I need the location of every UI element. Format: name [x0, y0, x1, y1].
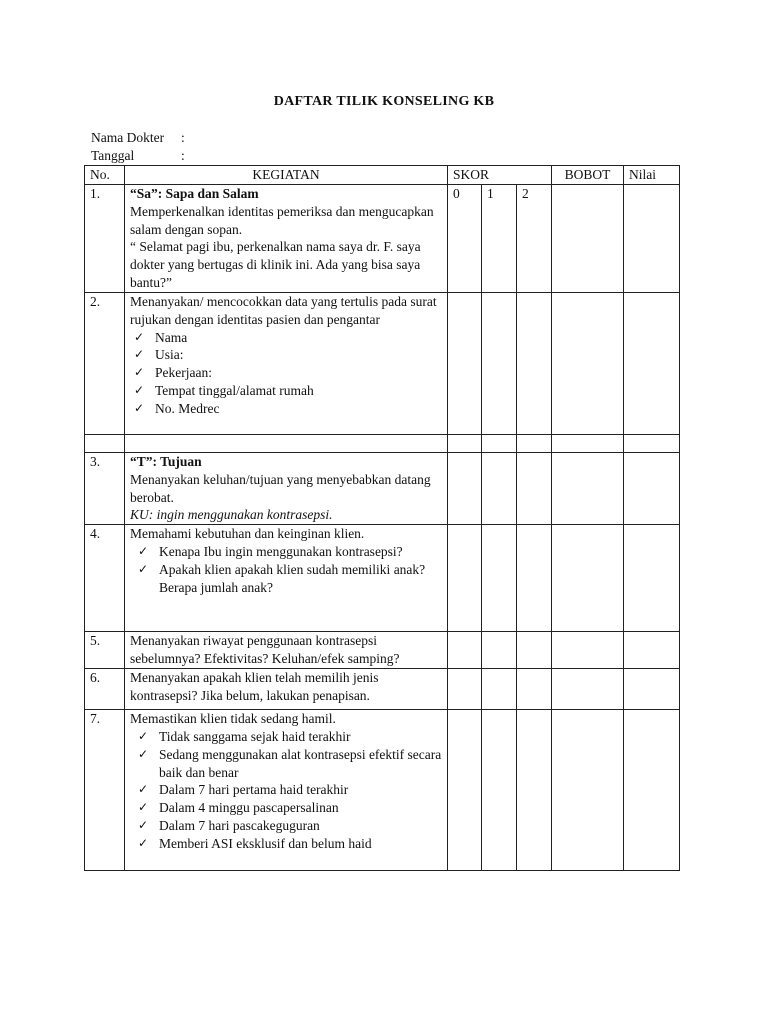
- row-quote: “ Selamat pagi ibu, perkenalkan nama saya dr. F. saya dokter yang bertugas di klinik ini. Ada yang bisa saya bantu?”: [130, 239, 421, 290]
- check-list: [130, 329, 442, 418]
- check-list-item: ✓ Apakah klien apakah klien sudah memiliki anak? Berapa jumlah anak?: [138, 561, 426, 595]
- check-list-item: ✓ Tidak sanggama sejak haid terakhir: [138, 728, 351, 744]
- score-0-cell[interactable]: [448, 293, 482, 435]
- check-list-item: ✓ Memberi ASI eksklusif dan belum haid: [138, 835, 372, 851]
- check-mark-icon: ✓: [138, 543, 149, 558]
- doctor-name-label: Nama Dokter: [91, 130, 165, 145]
- header-skor: SKOR: [448, 166, 552, 185]
- check-mark-icon: ✓: [134, 329, 145, 344]
- row-number: 6.: [85, 669, 125, 710]
- score-1-cell[interactable]: [482, 525, 517, 632]
- check-mark-icon: ✓: [134, 347, 145, 362]
- row-number: 5.: [85, 632, 125, 669]
- score-0-cell[interactable]: [448, 669, 482, 710]
- table-row: [85, 632, 680, 669]
- row-text: Memperkenalkan identitas pemeriksa dan mengucapkan salam dengan sopan.: [130, 203, 434, 237]
- check-mark-icon: ✓: [138, 835, 149, 850]
- row-activity: [125, 632, 448, 669]
- score-1-cell[interactable]: [482, 669, 517, 710]
- score-2-cell[interactable]: [517, 669, 552, 710]
- bobot-cell[interactable]: [552, 669, 624, 710]
- doctor-name-colon: :: [181, 130, 185, 145]
- score-0-cell[interactable]: [448, 710, 482, 871]
- check-list-item: ✓ Pekerjaan:: [134, 365, 212, 381]
- score-1-cell[interactable]: [482, 632, 517, 669]
- row-number: 7.: [85, 710, 125, 871]
- row-number: 2.: [85, 293, 125, 435]
- score-2-cell[interactable]: [517, 293, 552, 435]
- score-0-cell[interactable]: [448, 453, 482, 525]
- nilai-cell[interactable]: [624, 669, 680, 710]
- score-0-cell[interactable]: 0: [448, 185, 482, 293]
- check-list-item: ✓ No. Medrec: [134, 400, 220, 416]
- score-1-cell[interactable]: [482, 453, 517, 525]
- empty-row: [85, 435, 680, 453]
- nilai-cell[interactable]: [624, 293, 680, 435]
- table-row: [85, 669, 680, 710]
- row-text: Menanyakan/ mencocokkan data yang tertulis pada surat rujukan dengan identitas pasien dan pengantar: [130, 294, 437, 327]
- table-header-row: [85, 166, 680, 185]
- checklist-table: [84, 165, 680, 871]
- table-row: [85, 293, 680, 435]
- check-mark-icon: ✓: [138, 817, 149, 832]
- score-2-cell[interactable]: [517, 632, 552, 669]
- bobot-cell[interactable]: [552, 185, 624, 293]
- row-activity: [125, 453, 448, 525]
- row-number: 3.: [85, 453, 125, 525]
- row-text: Memastikan klien tidak sedang hamil.: [130, 711, 336, 727]
- score-1-cell[interactable]: [482, 293, 517, 435]
- check-list-item: ✓ Usia:: [134, 347, 184, 363]
- nilai-cell[interactable]: [624, 185, 680, 293]
- score-0-cell[interactable]: [448, 632, 482, 669]
- check-list-item: ✓ Dalam 4 minggu pascapersalinan: [138, 800, 339, 816]
- table-row: [85, 525, 680, 632]
- nilai-cell[interactable]: [624, 453, 680, 525]
- check-mark-icon: ✓: [134, 382, 145, 397]
- check-list-item: ✓ Nama: [134, 329, 188, 345]
- row-text: Menanyakan riwayat penggunaan kontrasepsi sebelumnya? Efektivitas? Keluhan/efek samping?: [130, 633, 400, 666]
- date-label: Tanggal: [91, 148, 135, 163]
- nilai-cell[interactable]: [624, 632, 680, 669]
- row-activity: [125, 185, 448, 293]
- date-colon: :: [181, 148, 185, 163]
- document-title: DAFTAR TILIK KONSELING KB: [273, 94, 495, 109]
- check-mark-icon: ✓: [138, 782, 149, 797]
- header-kegiatan: KEGIATAN: [125, 166, 448, 185]
- check-mark-icon: ✓: [138, 746, 149, 761]
- header-no: No.: [85, 166, 125, 185]
- bobot-cell[interactable]: [552, 525, 624, 632]
- check-list: [130, 728, 442, 853]
- score-1-cell[interactable]: 1: [482, 185, 517, 293]
- check-list-item: ✓ Kenapa Ibu ingin menggunakan kontrasepsi?: [138, 543, 403, 559]
- row-number: 4.: [85, 525, 125, 632]
- header-bobot: BOBOT: [552, 166, 624, 185]
- bobot-cell[interactable]: [552, 710, 624, 871]
- check-mark-icon: ✓: [138, 800, 149, 815]
- check-mark-icon: ✓: [134, 400, 145, 415]
- score-2-cell[interactable]: [517, 453, 552, 525]
- date-field: [91, 147, 185, 164]
- row-text: Menanyakan apakah klien telah memilih jenis kontrasepsi? Jika belum, lakukan penapisan.: [130, 670, 379, 703]
- doctor-name-field: [91, 129, 185, 146]
- table-row: [85, 710, 680, 871]
- check-list-item: ✓ Dalam 7 hari pascakeguguran: [138, 817, 320, 833]
- row-heading: “Sa”: Sapa dan Salam: [130, 186, 259, 201]
- check-list: [130, 543, 442, 596]
- score-2-cell[interactable]: 2: [517, 185, 552, 293]
- row-heading: “T”: Tujuan: [130, 454, 202, 469]
- nilai-cell[interactable]: [624, 710, 680, 871]
- score-1-cell[interactable]: [482, 710, 517, 871]
- row-activity: [125, 669, 448, 710]
- check-list-item: ✓ Sedang menggunakan alat kontrasepsi efektif secara baik dan benar: [138, 746, 442, 780]
- check-mark-icon: ✓: [134, 365, 145, 380]
- check-mark-icon: ✓: [138, 561, 149, 576]
- row-activity: [125, 525, 448, 632]
- row-number: 1.: [85, 185, 125, 293]
- score-0-cell[interactable]: [448, 525, 482, 632]
- table-row: [85, 453, 680, 525]
- check-mark-icon: ✓: [138, 728, 149, 743]
- check-list-item: ✓ Dalam 7 hari pertama haid terakhir: [138, 782, 349, 798]
- check-list-item: ✓ Tempat tinggal/alamat rumah: [134, 382, 314, 398]
- table-row: [85, 185, 680, 293]
- row-activity: [125, 710, 448, 871]
- row-activity: [125, 293, 448, 435]
- bobot-cell[interactable]: [552, 632, 624, 669]
- header-nilai: Nilai: [624, 166, 680, 185]
- row-text: Menanyakan keluhan/tujuan yang menyebabkan datang berobat.: [130, 471, 431, 505]
- bobot-cell[interactable]: [552, 293, 624, 435]
- bobot-cell[interactable]: [552, 453, 624, 525]
- score-2-cell[interactable]: [517, 710, 552, 871]
- row-note: KU: ingin menggunakan kontrasepsi.: [130, 507, 333, 523]
- score-2-cell[interactable]: [517, 525, 552, 632]
- nilai-cell[interactable]: [624, 525, 680, 632]
- row-text: Memahami kebutuhan dan keinginan klien.: [130, 526, 365, 542]
